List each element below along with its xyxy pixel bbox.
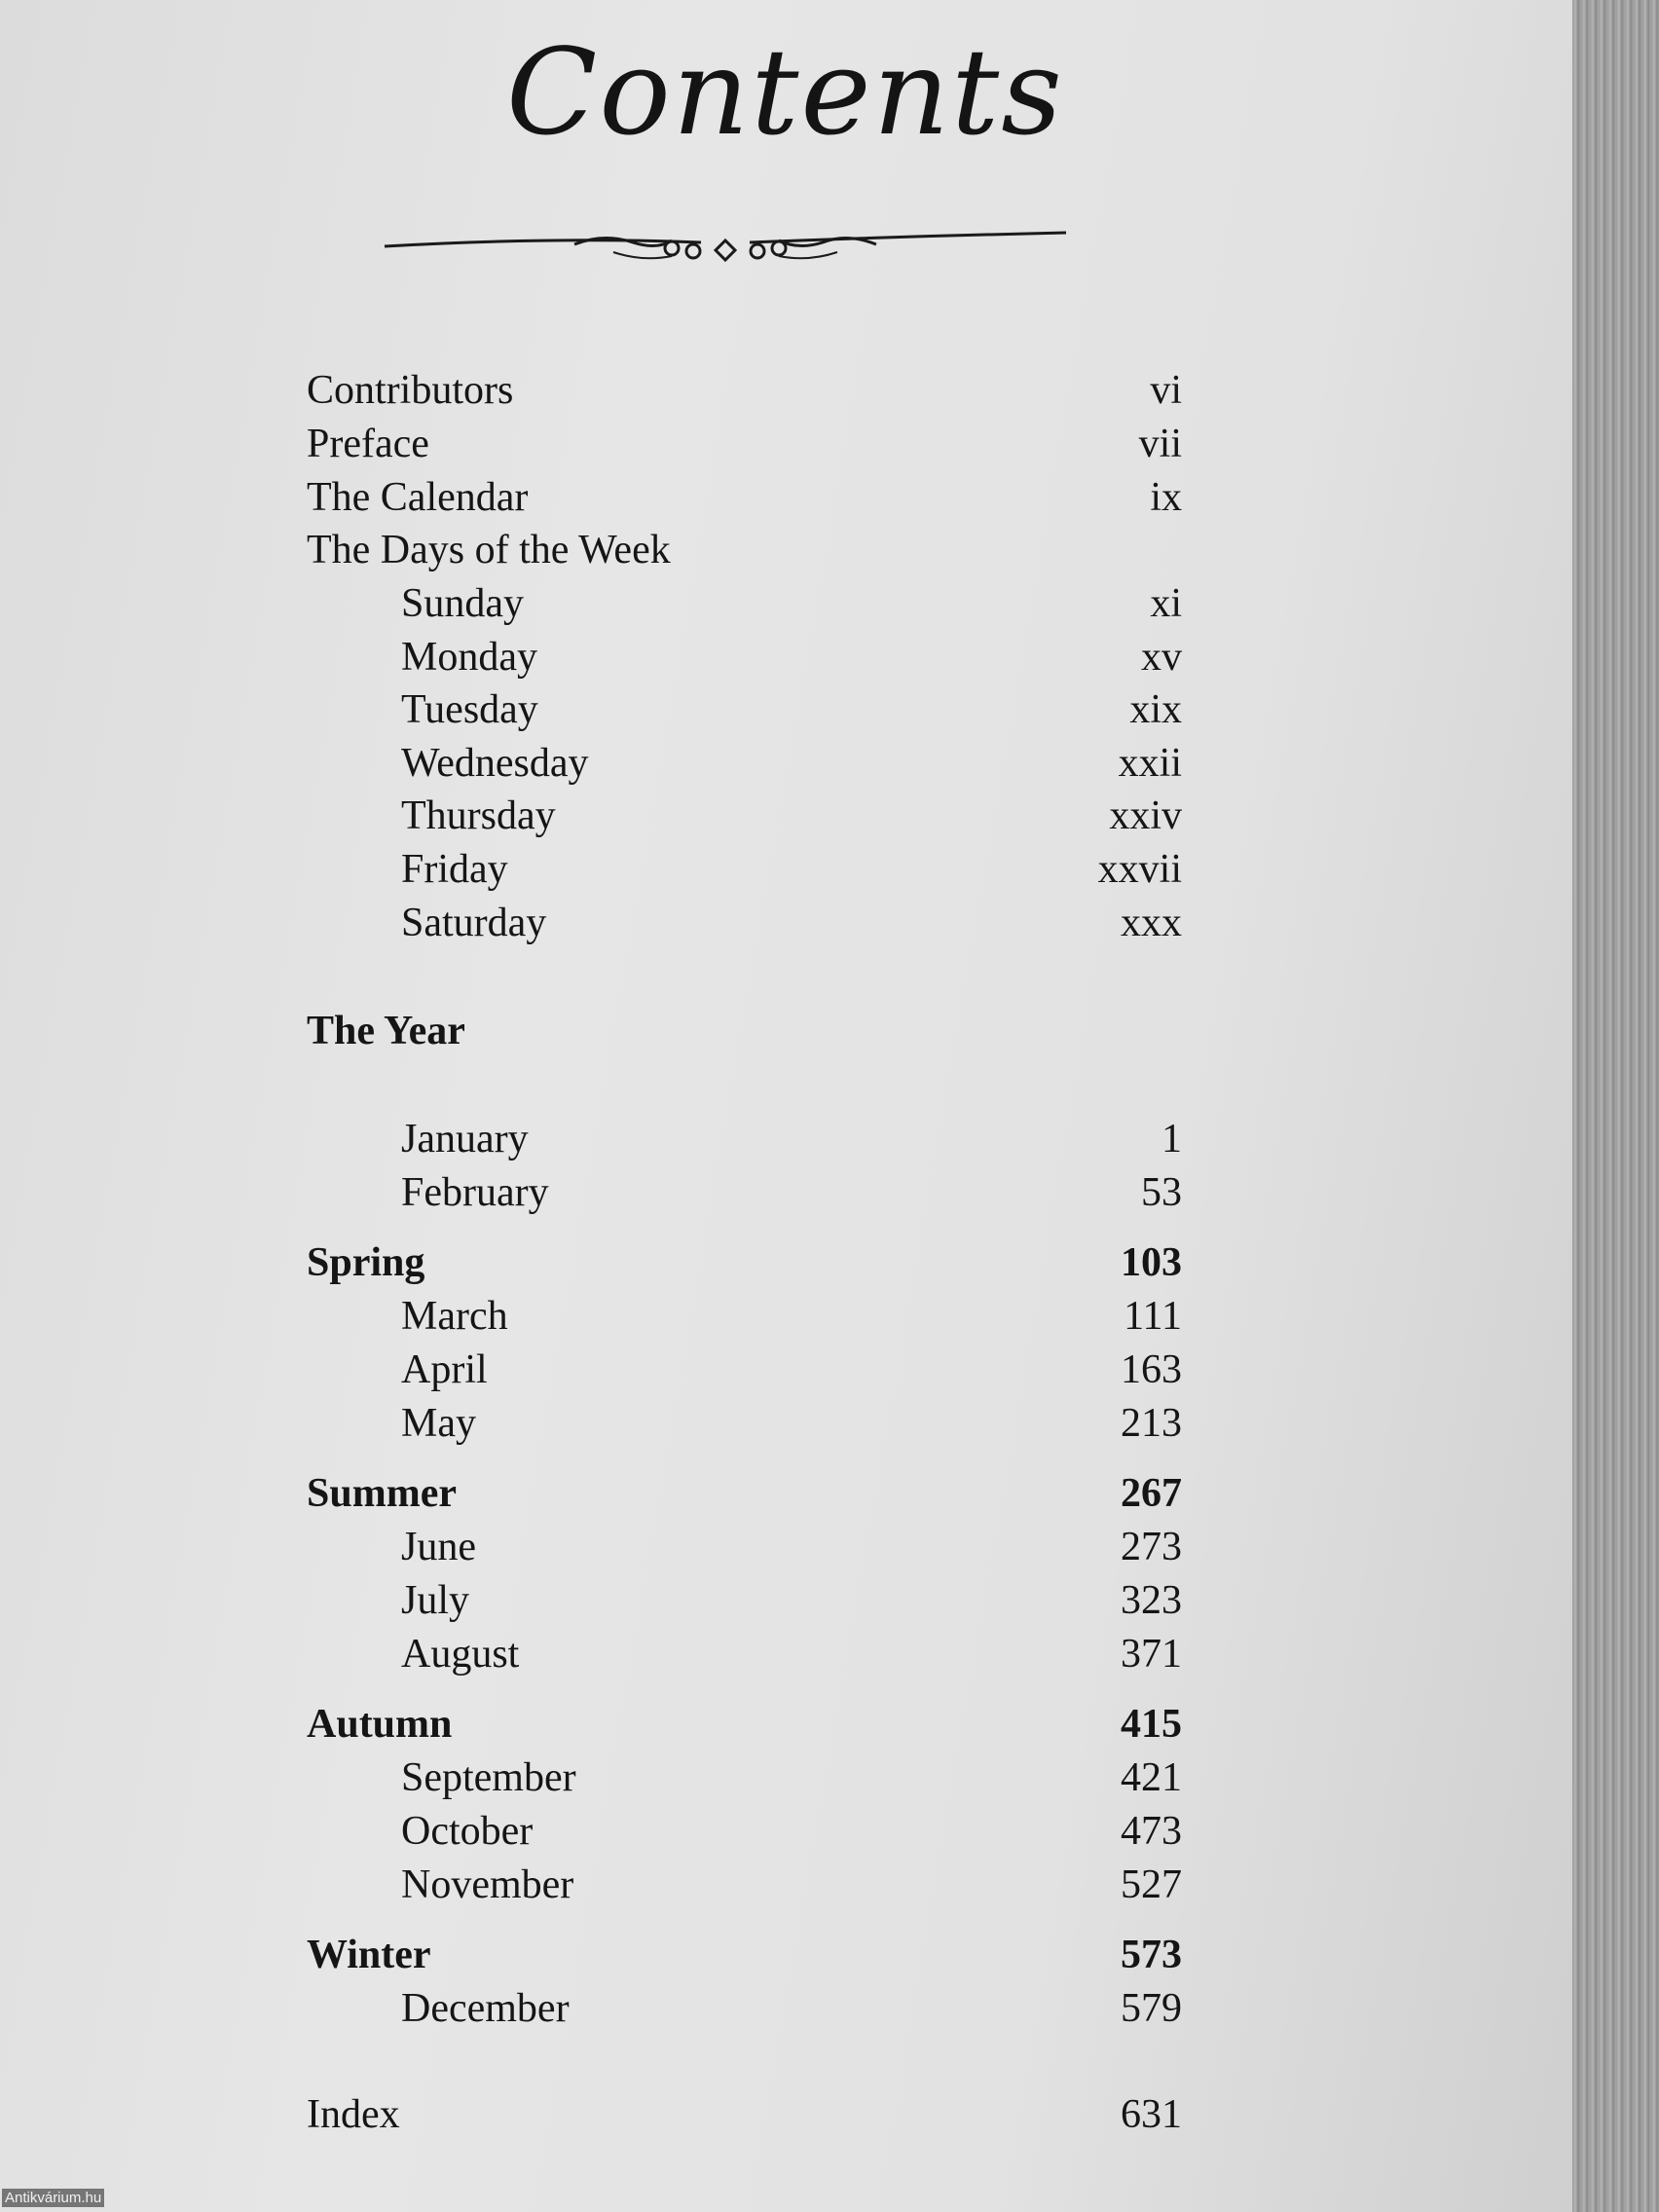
toc-entry-winter[interactable] bbox=[0, 1929, 1572, 1981]
toc-entry-saturday[interactable] bbox=[0, 897, 1572, 949]
toc-page-number: 1 bbox=[1161, 1117, 1182, 1161]
toc-entry-monday[interactable] bbox=[0, 631, 1572, 683]
toc-label: January bbox=[401, 1117, 529, 1161]
toc-heading-the-year bbox=[0, 1005, 1572, 1057]
toc-label: November bbox=[401, 1862, 574, 1907]
toc-entry-december[interactable] bbox=[0, 1982, 1572, 2035]
toc-label: Spring bbox=[307, 1240, 425, 1285]
toc-label: March bbox=[401, 1294, 508, 1339]
toc-label: Saturday bbox=[401, 901, 547, 945]
toc-label: February bbox=[401, 1170, 549, 1215]
toc-entry-february[interactable] bbox=[0, 1166, 1572, 1219]
toc-page-number: xxii bbox=[1118, 741, 1182, 786]
toc-entry-september[interactable] bbox=[0, 1751, 1572, 1804]
toc-label: October bbox=[401, 1809, 534, 1854]
toc-entry-autumn[interactable] bbox=[0, 1698, 1572, 1751]
toc-page-number: 323 bbox=[1121, 1578, 1182, 1623]
toc-heading-days-of-the-week bbox=[0, 524, 1572, 576]
toc-label: Monday bbox=[401, 635, 537, 680]
toc-page-number: 415 bbox=[1121, 1702, 1182, 1747]
toc-label: Preface bbox=[307, 422, 429, 466]
toc-label: Sunday bbox=[401, 581, 524, 626]
toc-label: July bbox=[401, 1578, 470, 1623]
toc-page-number: xv bbox=[1141, 635, 1182, 680]
toc-entry-friday[interactable] bbox=[0, 843, 1572, 896]
toc-entry-october[interactable] bbox=[0, 1805, 1572, 1858]
toc-label: The Calendar bbox=[307, 475, 529, 520]
toc-page-number: 371 bbox=[1121, 1632, 1182, 1677]
toc-label: Summer bbox=[307, 1471, 457, 1516]
toc-page-number: 573 bbox=[1121, 1933, 1182, 1977]
toc-label: June bbox=[401, 1525, 476, 1569]
toc-entry-june[interactable] bbox=[0, 1521, 1572, 1573]
toc-label: Index bbox=[307, 2092, 400, 2137]
toc-page-number: ix bbox=[1150, 475, 1182, 520]
toc-label: Winter bbox=[307, 1933, 431, 1977]
toc-page-number: xxvii bbox=[1097, 847, 1182, 892]
toc-label: April bbox=[401, 1347, 488, 1392]
toc-entry-preface[interactable] bbox=[0, 418, 1572, 470]
toc-label: Thursday bbox=[401, 793, 556, 838]
toc-page-number: vii bbox=[1138, 422, 1182, 466]
toc-page-number: 53 bbox=[1141, 1170, 1182, 1215]
toc-label: May bbox=[401, 1401, 476, 1446]
toc-entry-tuesday[interactable] bbox=[0, 683, 1572, 736]
page-title: Contents bbox=[506, 23, 1064, 162]
toc-page-number: xix bbox=[1129, 687, 1182, 732]
toc-label: Tuesday bbox=[401, 687, 538, 732]
toc-page-number: 163 bbox=[1121, 1347, 1182, 1392]
page-stack-edge bbox=[1572, 0, 1659, 2212]
toc-label: The Days of the Week bbox=[307, 528, 671, 572]
toc-label: September bbox=[401, 1755, 576, 1800]
toc-entry-august[interactable] bbox=[0, 1628, 1572, 1680]
toc-page-number: 267 bbox=[1121, 1471, 1182, 1516]
toc-page-number: 527 bbox=[1121, 1862, 1182, 1907]
toc-label: Autumn bbox=[307, 1702, 453, 1747]
toc-entry-contributors[interactable] bbox=[0, 364, 1572, 417]
toc-entry-wednesday[interactable] bbox=[0, 737, 1572, 790]
toc-page-number: 213 bbox=[1121, 1401, 1182, 1446]
toc-label: Friday bbox=[401, 847, 508, 892]
toc-entry-the-calendar[interactable] bbox=[0, 471, 1572, 524]
toc-label: The Year bbox=[307, 1009, 465, 1053]
toc-page-number: vi bbox=[1150, 368, 1182, 413]
toc-entry-april[interactable] bbox=[0, 1344, 1572, 1396]
toc-page-number: xi bbox=[1150, 581, 1182, 626]
toc-page-number: 473 bbox=[1121, 1809, 1182, 1854]
toc-page-number: xxiv bbox=[1109, 793, 1182, 838]
toc-entry-january[interactable] bbox=[0, 1113, 1572, 1165]
toc-page-number: xxx bbox=[1121, 901, 1182, 945]
toc-entry-thursday[interactable] bbox=[0, 790, 1572, 842]
toc-entry-may[interactable] bbox=[0, 1397, 1572, 1450]
toc-entry-november[interactable] bbox=[0, 1859, 1572, 1911]
toc-page-number: 273 bbox=[1121, 1525, 1182, 1569]
toc-page-number: 631 bbox=[1121, 2092, 1182, 2137]
toc-entry-sunday[interactable] bbox=[0, 577, 1572, 630]
toc-entry-july[interactable] bbox=[0, 1574, 1572, 1627]
toc-entry-march[interactable] bbox=[0, 1290, 1572, 1343]
toc-label: August bbox=[401, 1632, 520, 1677]
toc-label: December bbox=[401, 1986, 570, 2031]
toc-entry-spring[interactable] bbox=[0, 1236, 1572, 1289]
toc-entry-summer[interactable] bbox=[0, 1467, 1572, 1520]
toc-label: Contributors bbox=[307, 368, 514, 413]
toc-page-number: 111 bbox=[1124, 1294, 1182, 1339]
toc-page-number: 421 bbox=[1121, 1755, 1182, 1800]
toc-page-number: 103 bbox=[1121, 1240, 1182, 1285]
toc-page-number: 579 bbox=[1121, 1986, 1182, 2031]
toc-entry-index[interactable] bbox=[0, 2088, 1572, 2141]
toc-label: Wednesday bbox=[401, 741, 589, 786]
watermark: Antikvárium.hu bbox=[2, 2189, 104, 2207]
